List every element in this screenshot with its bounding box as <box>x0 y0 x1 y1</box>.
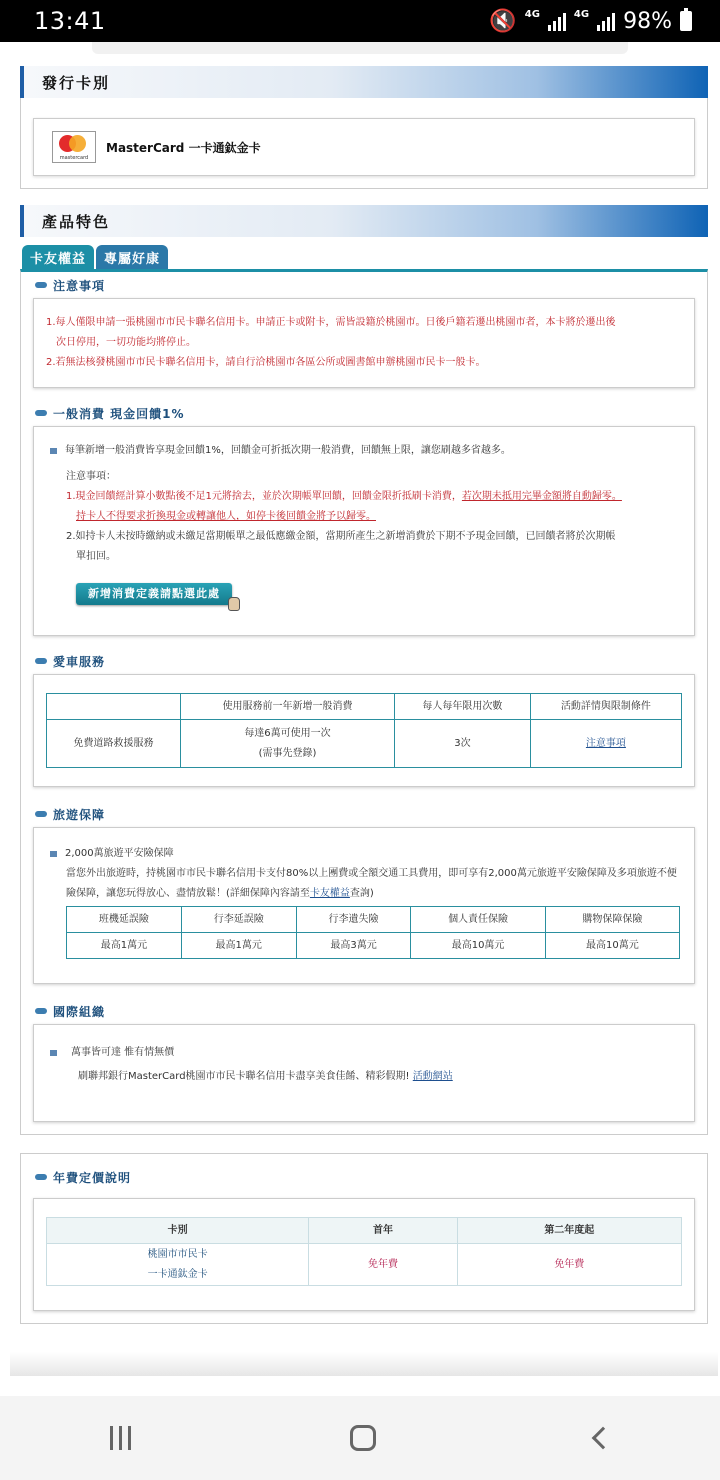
page-content <box>20 66 708 1324</box>
section-dash-icon <box>35 658 47 664</box>
travel-value-0: 最高1萬元 <box>67 933 182 959</box>
car-header-3: 活動詳情與限制條件 <box>530 694 681 720</box>
notice-line-1: 1.每人僅限申請一張桃園市市民卡聯名信用卡。申請正卡或附卡，需皆設籍於桃園市。日後戶籍若遷出桃園市者，本卡將於遷出後 <box>46 317 616 328</box>
consumption-definition-button[interactable]: 新增消費定義請點選此處 <box>76 583 232 605</box>
signal-icon-1 <box>548 11 566 31</box>
travel-box <box>33 827 695 984</box>
navigation-bar <box>0 1396 720 1480</box>
fee-card-type: 桃園市市民卡 一卡通鈦金卡 <box>47 1244 309 1286</box>
car-service-name: 免費道路救援服務 <box>47 720 181 768</box>
fee-header-0: 卡別 <box>47 1218 309 1244</box>
page-bottom-strip <box>10 1352 718 1376</box>
car-box <box>33 674 695 787</box>
travel-insurance-table <box>66 906 680 959</box>
notice-box <box>33 298 695 388</box>
home-icon[interactable] <box>350 1425 376 1451</box>
travel-value-2: 最高3萬元 <box>296 933 411 959</box>
square-bullet-icon <box>50 851 57 857</box>
cashback-box <box>33 426 695 636</box>
intl-line-1: 萬事皆可達 惟有情無價 <box>46 1043 682 1063</box>
fee-second-year: 免年費 <box>457 1244 681 1286</box>
features-panel <box>20 269 708 1135</box>
notice-line-2: 2.若無法核發桃園市市民卡聯名信用卡，請自行洽桃園市各區公所或圖書館申辦桃園市民卡一般卡。 <box>46 357 486 368</box>
tab-exclusive-offers[interactable]: 專屬好康 <box>96 245 168 269</box>
cashback-note-1c: 持卡人不得要求折換現金或轉讓他人，如停卡後回饋金將予以歸零。 <box>76 511 376 522</box>
member-benefits-link[interactable]: 卡友權益 <box>309 888 350 899</box>
car-detail-link[interactable]: 注意事項 <box>585 737 626 749</box>
cashback-notes-label: 注意事項： <box>66 471 116 482</box>
cashback-note-2b: 單扣回。 <box>76 551 116 562</box>
signal-icon-2 <box>597 11 615 31</box>
car-header-1: 使用服務前一年新增一般消費 <box>181 694 395 720</box>
travel-header-0: 班機延誤險 <box>67 907 182 933</box>
square-bullet-icon <box>50 1050 57 1056</box>
travel-value-4: 最高10萬元 <box>545 933 679 959</box>
car-times: 3次 <box>395 720 531 768</box>
status-bar <box>0 0 720 42</box>
status-time: 13:41 <box>34 7 106 35</box>
recent-apps-icon[interactable] <box>110 1426 131 1450</box>
fee-panel <box>20 1153 708 1324</box>
activity-website-link[interactable]: 活動網站 <box>412 1071 453 1082</box>
battery-icon <box>680 11 692 31</box>
mastercard-logo-icon: mastercard <box>52 131 96 163</box>
travel-header-4: 購物保障保險 <box>545 907 679 933</box>
cashback-note-2: 2.如持卡人未按時繳納或未繳足當期帳單之最低應繳金額，當期所產生之新增消費於下期不予現金回饋，已回饋者將於次期帳 <box>66 531 616 542</box>
intl-box <box>33 1024 695 1122</box>
travel-item: 2,000萬旅遊平安險保障 <box>46 844 682 864</box>
fee-title: 年費定價說明 <box>33 1164 695 1190</box>
car-header-0 <box>47 694 181 720</box>
cashback-title: 一般消費 現金回饋1% <box>33 400 695 426</box>
annual-fee-table <box>46 1217 682 1286</box>
section-dash-icon <box>35 282 47 288</box>
car-detail-cell <box>530 720 681 768</box>
car-header-2: 每人每年限用次數 <box>395 694 531 720</box>
mute-vibrate-icon: 🔇 <box>489 8 517 34</box>
travel-header-2: 行李遺失險 <box>296 907 411 933</box>
cashback-desc: 每筆新增一般消費皆享現金回饋1%，回饋金可折抵次期一般消費，回饋無上限，讓您刷越多省越多。 <box>46 441 682 461</box>
travel-value-3: 最高10萬元 <box>411 933 545 959</box>
section-dash-icon <box>35 1008 47 1014</box>
car-title: 愛車服務 <box>33 648 695 674</box>
intl-title: 國際組織 <box>33 998 695 1024</box>
fee-first-year: 免年費 <box>309 1244 457 1286</box>
card-name: MasterCard 一卡通鈦金卡 <box>106 140 261 155</box>
browser-url-bar[interactable] <box>92 42 628 54</box>
travel-title: 旅遊保障 <box>33 801 695 827</box>
battery-percent: 98% <box>623 8 672 34</box>
travel-value-1: 最高1萬元 <box>181 933 296 959</box>
car-service-table <box>46 693 682 768</box>
fee-header-2: 第二年度起 <box>457 1218 681 1244</box>
issuer-header: 發行卡別 <box>20 66 708 98</box>
fee-box <box>33 1198 695 1311</box>
intl-line-2: 刷聯邦銀行MasterCard桃園市市民卡聯名信用卡盡享美食佳餚、精彩假期! 活動網站 <box>78 1071 453 1082</box>
section-dash-icon <box>35 410 47 416</box>
section-dash-icon <box>35 811 47 817</box>
issuer-body <box>20 98 708 189</box>
fee-header-1: 首年 <box>309 1218 457 1244</box>
travel-header-3: 個人責任保險 <box>411 907 545 933</box>
square-bullet-icon <box>50 448 57 454</box>
tab-member-benefits[interactable]: 卡友權益 <box>22 245 94 269</box>
back-icon[interactable] <box>591 1427 614 1450</box>
notice-line-1b: 次日停用，一切功能均將停止。 <box>56 337 196 348</box>
cashback-note-1: 1.現金回饋經計算小數點後不足1元將捨去，並於次期帳單回饋，回饋金限折抵刷卡消費，若次期未抵用完畢金額將自動歸零。 <box>66 491 622 502</box>
section-dash-icon <box>35 1174 47 1180</box>
features-header: 產品特色 <box>20 205 708 237</box>
travel-desc: 當您外出旅遊時，持桃園市市民卡聯名信用卡支付80%以上團費或全額交通工具費用，即可享有2,000萬元旅遊平安險保障及多項旅遊不便險保障，讓您玩得放心、盡情放鬆！(詳細保障內容請至卡友權益查詢) <box>66 868 677 899</box>
notice-title: 注意事項 <box>33 272 695 298</box>
card-type-box <box>33 118 695 176</box>
travel-header-1: 行李延誤險 <box>181 907 296 933</box>
feature-tabs <box>20 237 708 269</box>
network-type-2: 4G <box>573 9 590 20</box>
car-condition: 每達6萬可使用一次 (需事先登錄) <box>181 720 395 768</box>
hand-pointer-icon <box>228 597 240 611</box>
status-icons <box>489 9 692 34</box>
network-type-1: 4G <box>524 9 540 20</box>
